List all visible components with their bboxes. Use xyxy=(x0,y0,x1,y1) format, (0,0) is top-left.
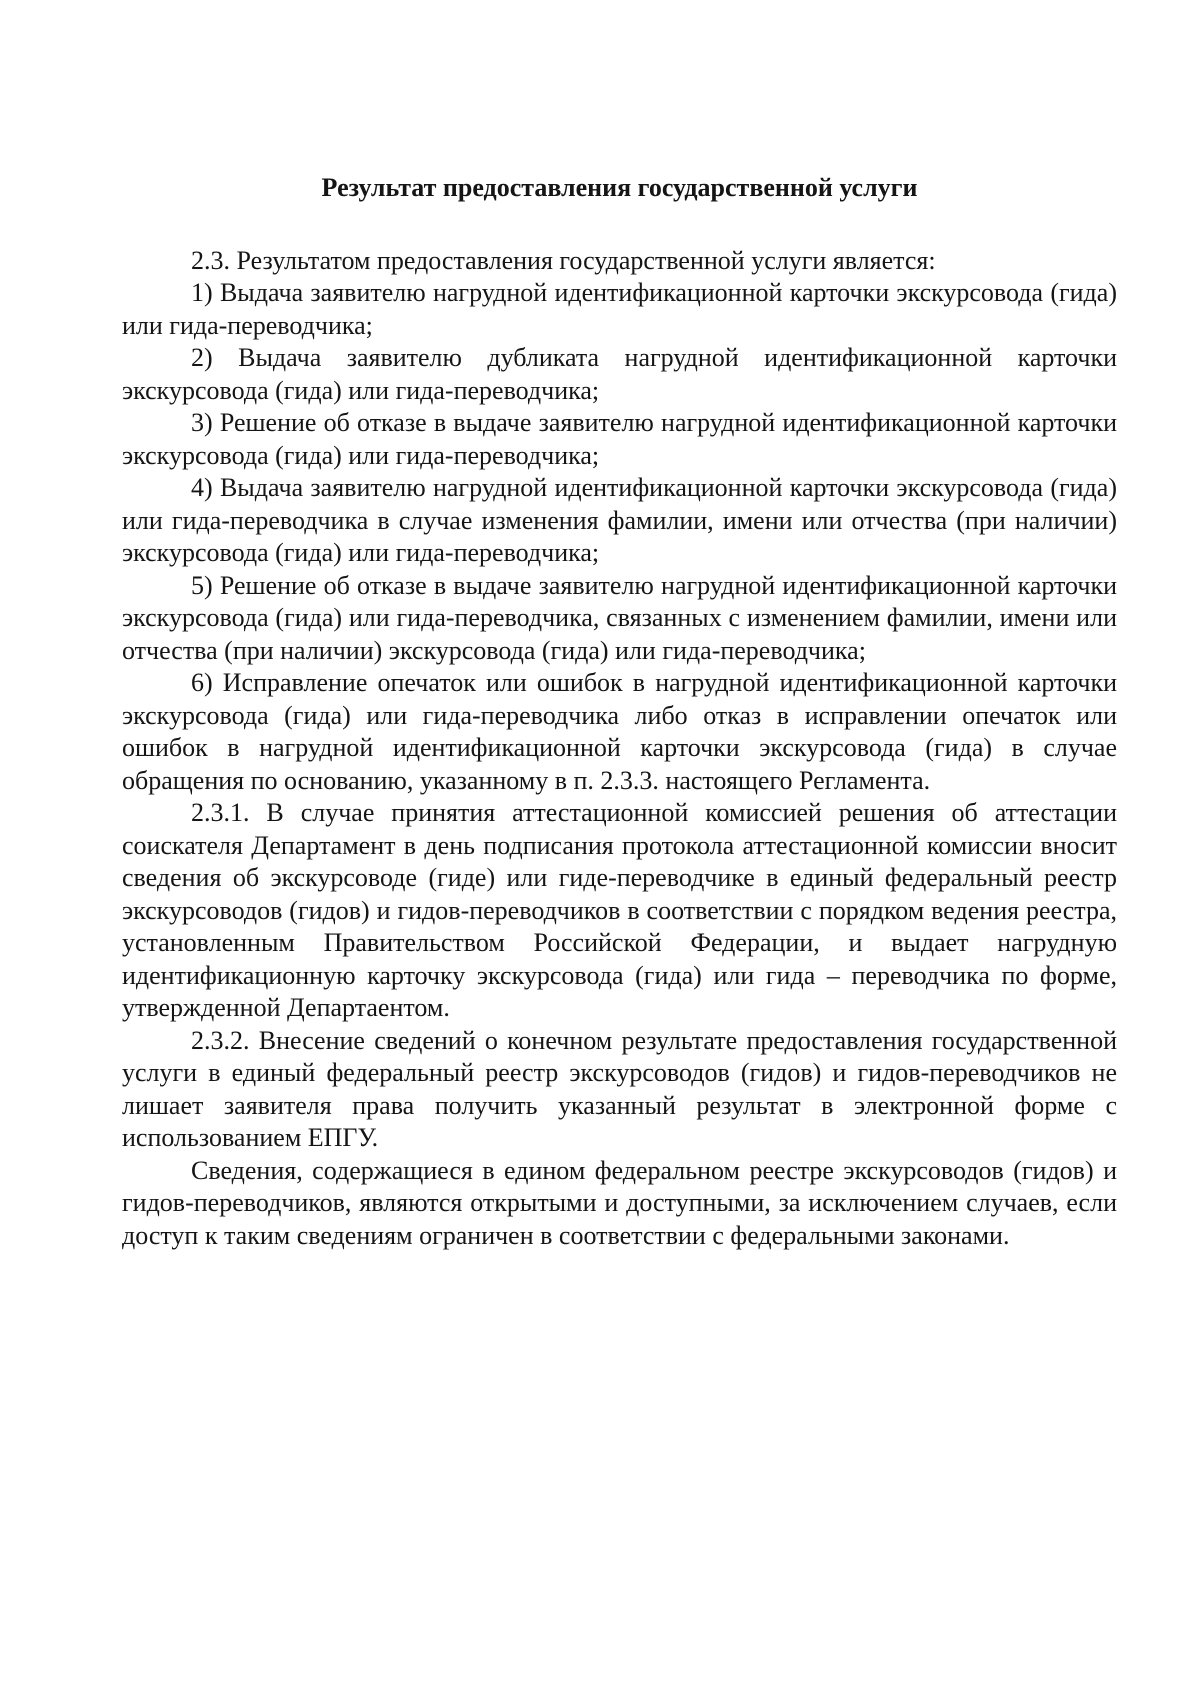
list-item-1: 1) Выдача заявителю нагрудной идентификационной карточки экскурсовода (гида) или гида-переводчика; xyxy=(122,278,1117,340)
list-item-2: 2) Выдача заявителю дубликата нагрудной идентификационной карточки экскурсовода (гида) или гида-переводчика; xyxy=(122,343,1117,405)
list-item-3: 3) Решение об отказе в выдаче заявителю нагрудной идентификационной карточки экскурсовода (гида) или гида-переводчика; xyxy=(122,408,1117,470)
paragraph-2-3-1: 2.3.1. В случае принятия аттестационной комиссией решения об аттестации соискателя Департамент в день подписания протокола аттестационной комиссии вносит сведения об экскурсоводе (гиде) или гиде-переводчике в единый федеральный реестр экскурсоводов (гидов) и гидов-переводчиков в соответствии с порядком ведения реестра, установленным Правительством Российской Федерации, и выдает нагрудную идентификационную карточку экскурсовода (гида) или гида – переводчика по форме, утвержденной Департаентом. xyxy=(122,798,1117,1022)
list-item-5: 5) Решение об отказе в выдаче заявителю нагрудной идентификационной карточки экскурсовода (гида) или гида-переводчика, связанных с изменением фамилии, имени или отчества (при наличии) экскурсовода (гида) или гида-переводчика; xyxy=(122,570,1117,665)
paragraph-2-3: 2.3. Результатом предоставления государственной услуги является: xyxy=(191,245,936,275)
paragraph-2-3-2: 2.3.2. Внесение сведений о конечном результате предоставления государственной услуги в единый федеральный реестр экскурсоводов (гидов) и гидов-переводчиков не лишает заявителя права получить указанный результат в электронной форме с использованием ЕПГУ. xyxy=(122,1025,1117,1152)
list-item-6: 6) Исправление опечаток или ошибок в нагрудной идентификационной карточки экскурсовода (гида) или гида-переводчика либо отказ в исправлении опечаток или ошибок в нагрудной идентификационной карточки экскурсовода (гида) в случае обращения по основанию, указанному в п. 2.3.3. настоящего Регламента. xyxy=(122,668,1117,795)
paragraph-registry-access: Сведения, содержащиеся в едином федеральном реестре экскурсоводов (гидов) и гидов-переводчиков, являются открытыми и доступными, за исключением случаев, если доступ к таким сведениям ограничен в соответствии с федеральными законами. xyxy=(122,1155,1117,1250)
document-title: Результат предоставления государственной услуги xyxy=(321,173,918,202)
document-body xyxy=(122,172,1117,1252)
list-item-4: 4) Выдача заявителю нагрудной идентификационной карточки экскурсовода (гида) или гида-переводчика в случае изменения фамилии, имени или отчества (при наличии) экскурсовода (гида) или гида-переводчика; xyxy=(122,473,1117,567)
